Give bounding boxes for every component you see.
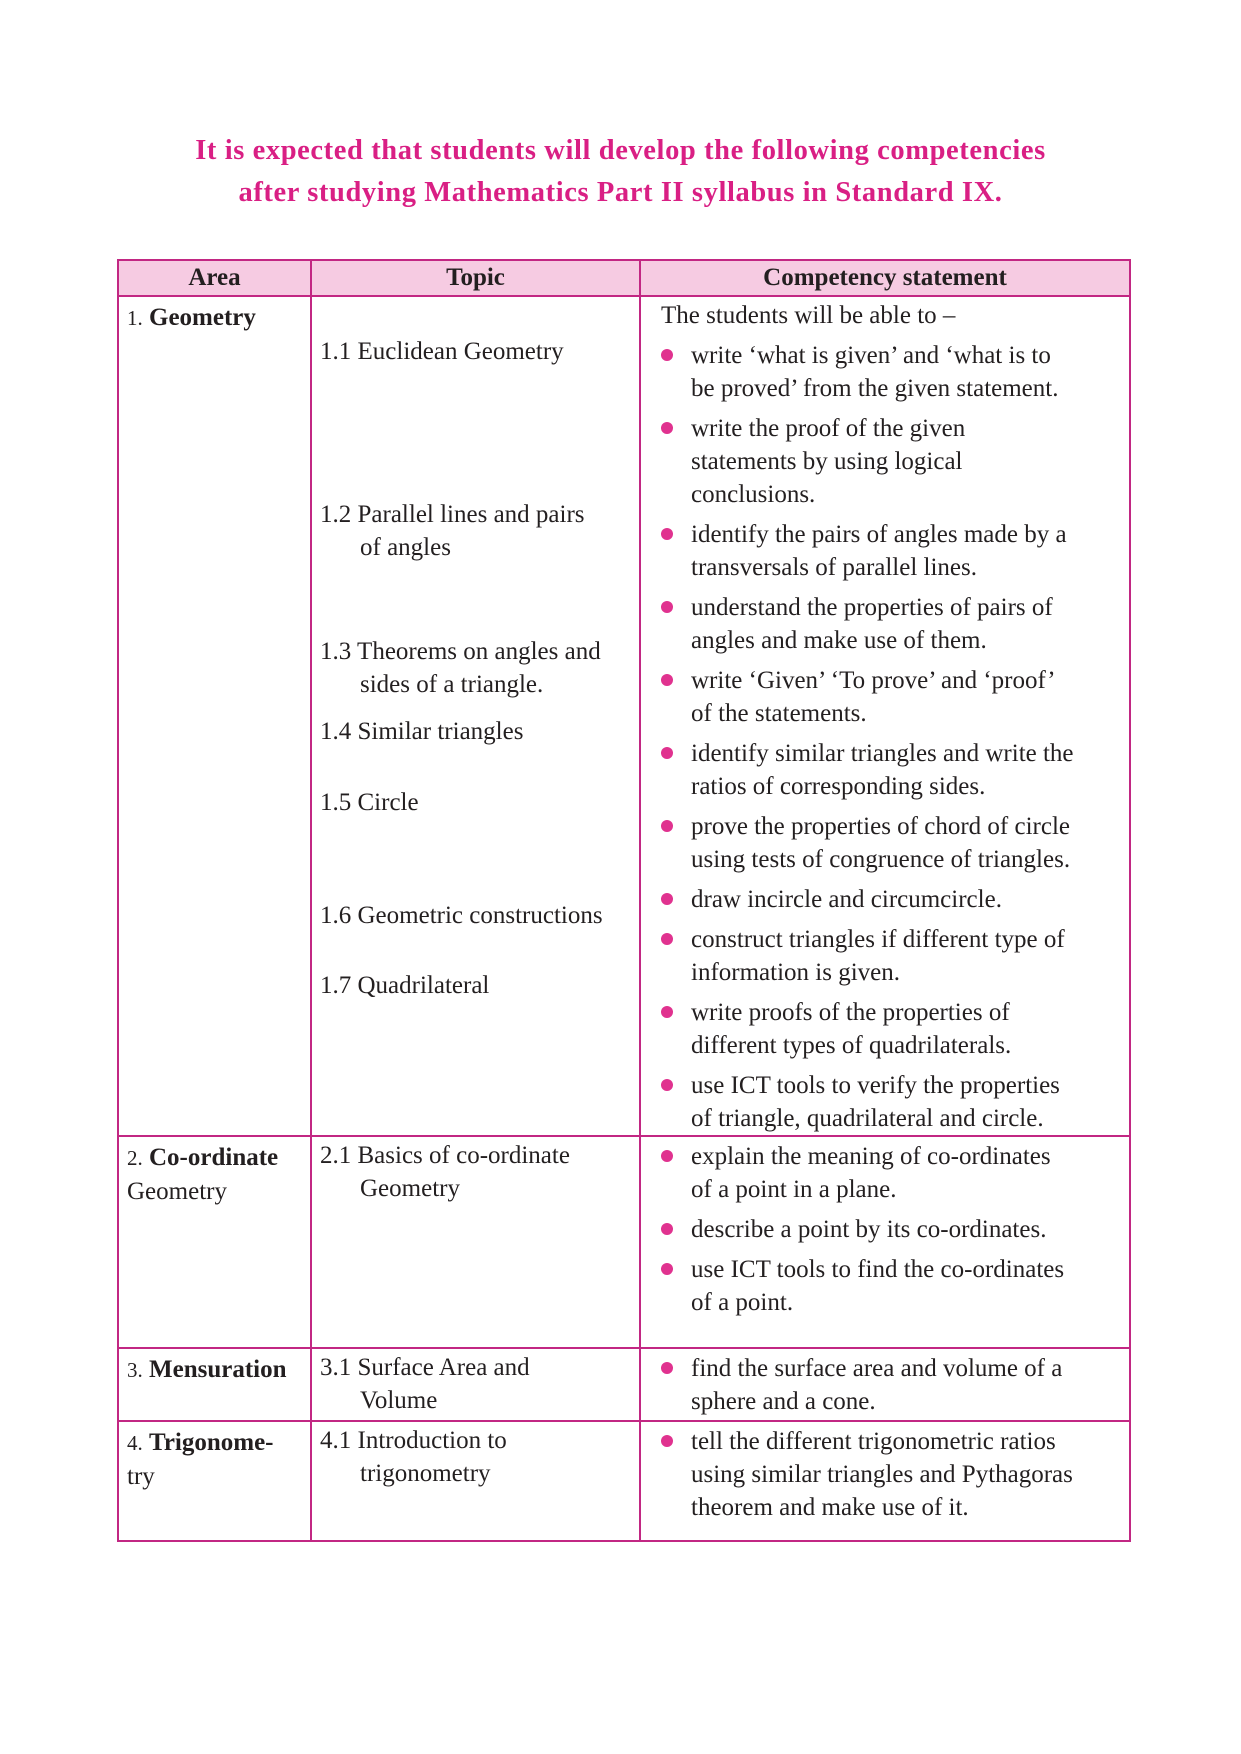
bullet-icon <box>661 820 673 832</box>
column-header-area: Area <box>118 260 311 296</box>
topic-item <box>320 786 419 819</box>
area-number: 4. <box>127 1431 143 1455</box>
bullet-icon <box>661 1079 673 1091</box>
topic-item <box>320 335 564 368</box>
area-name-continued: Geometry <box>127 1178 227 1205</box>
topic-line: 4.1 Introduction to <box>320 1427 507 1454</box>
area-number: 2. <box>127 1146 143 1170</box>
bullet-icon <box>661 1006 673 1018</box>
table-row <box>118 1421 1130 1541</box>
topic-line: 1.4 Similar triangles <box>320 718 524 745</box>
topic-item <box>320 969 489 1002</box>
heading-line-1: It is expected that students will develop the following competencies <box>195 135 1046 166</box>
topic-item <box>320 498 585 564</box>
topic-line: 1.5 Circle <box>320 789 419 816</box>
topic-cell <box>311 296 640 1136</box>
bullet-icon <box>661 1223 673 1235</box>
area-cell <box>118 1421 311 1541</box>
list-item: use ICT tools to verify the properties of triangle, quadrilateral and circle. <box>641 1069 1129 1135</box>
bullet-icon <box>661 1435 673 1447</box>
list-item: write ‘what is given’ and ‘what is to be proved’ from the given statement. <box>641 339 1129 405</box>
area-name: Mensuration <box>149 1356 287 1383</box>
topic-item <box>320 899 603 932</box>
column-header-competency: Competency statement <box>640 260 1130 296</box>
topic-item <box>312 1422 639 1490</box>
list-item: draw incircle and circumcircle. <box>641 883 1129 916</box>
area-name: Geometry <box>149 304 256 331</box>
list-item: understand the properties of pairs of angles and make use of them. <box>641 591 1129 657</box>
topic-item <box>312 1137 639 1205</box>
topic-item <box>320 635 601 701</box>
list-item: describe a point by its co-ordinates. <box>641 1213 1129 1246</box>
competency-cell <box>640 1136 1130 1348</box>
topic-item <box>312 1349 639 1417</box>
column-header-topic: Topic <box>311 260 640 296</box>
bullet-icon <box>661 747 673 759</box>
topic-cell <box>311 1136 640 1348</box>
bullet-icon <box>661 893 673 905</box>
area-cell <box>118 1348 311 1421</box>
topic-cell <box>311 1348 640 1421</box>
page-heading <box>0 130 1241 214</box>
topic-line: trigonometry <box>360 1460 491 1487</box>
area-number: 3. <box>127 1358 143 1382</box>
heading-line-2: after studying Mathematics Part II syllabus in Standard IX. <box>238 177 1003 208</box>
table-row <box>118 296 1130 1136</box>
bullet-icon <box>661 1362 673 1374</box>
topic-line: 3.1 Surface Area and <box>320 1354 530 1381</box>
topic-line: sides of a triangle. <box>360 671 544 698</box>
topic-line: Volume <box>360 1387 438 1414</box>
bullet-icon <box>661 422 673 434</box>
table-row <box>118 1136 1130 1348</box>
competency-cell <box>640 296 1130 1136</box>
area-name: Trigonome- <box>149 1429 274 1456</box>
area-name-continued: try <box>127 1463 155 1490</box>
list-item: write the proof of the given statements by using logical conclusions. <box>641 412 1129 511</box>
competency-cell <box>640 1421 1130 1541</box>
list-item: identify the pairs of angles made by a transversals of parallel lines. <box>641 518 1129 584</box>
list-item: identify similar triangles and write the ratios of corresponding sides. <box>641 737 1129 803</box>
topic-line: 1.1 Euclidean Geometry <box>320 338 564 365</box>
bullet-icon <box>661 528 673 540</box>
competency-cell <box>640 1348 1130 1421</box>
topic-line: 1.3 Theorems on angles and <box>320 638 601 665</box>
topic-cell <box>311 1421 640 1541</box>
bullet-icon <box>661 674 673 686</box>
bullet-icon <box>661 349 673 361</box>
bullet-icon <box>661 933 673 945</box>
competency-table <box>117 259 1131 1542</box>
list-item: write proofs of the properties of different types of quadrilaterals. <box>641 996 1129 1062</box>
list-item: write ‘Given’ ‘To prove’ and ‘proof’ of the statements. <box>641 664 1129 730</box>
topic-line: 2.1 Basics of co-ordinate <box>320 1142 570 1169</box>
bullet-icon <box>661 1263 673 1275</box>
area-cell <box>118 296 311 1136</box>
table-row <box>118 1348 1130 1421</box>
topic-line: 1.6 Geometric constructions <box>320 902 603 929</box>
topic-line: Geometry <box>360 1175 460 1202</box>
area-number: 1. <box>127 306 143 330</box>
table-header-row <box>118 260 1130 296</box>
topic-line: 1.7 Quadrilateral <box>320 972 490 999</box>
list-item: construct triangles if different type of information is given. <box>641 923 1129 989</box>
list-item: use ICT tools to find the co-ordinates of a point. <box>641 1253 1129 1319</box>
competency-intro: The students will be able to – <box>661 302 956 329</box>
area-name: Co-ordinate <box>149 1144 279 1171</box>
list-item: explain the meaning of co-ordinates of a point in a plane. <box>641 1140 1129 1206</box>
topic-line: 1.2 Parallel lines and pairs <box>320 501 585 528</box>
list-item: tell the different trigonometric ratios using similar triangles and Pythagoras theorem and make use of it. <box>641 1425 1129 1524</box>
list-item: find the surface area and volume of a sphere and a cone. <box>641 1352 1129 1418</box>
bullet-icon <box>661 601 673 613</box>
bullet-icon <box>661 1150 673 1162</box>
area-cell <box>118 1136 311 1348</box>
topic-item <box>320 715 523 748</box>
list-item: prove the properties of chord of circle using tests of congruence of triangles. <box>641 810 1129 876</box>
topic-line: of angles <box>360 534 451 561</box>
